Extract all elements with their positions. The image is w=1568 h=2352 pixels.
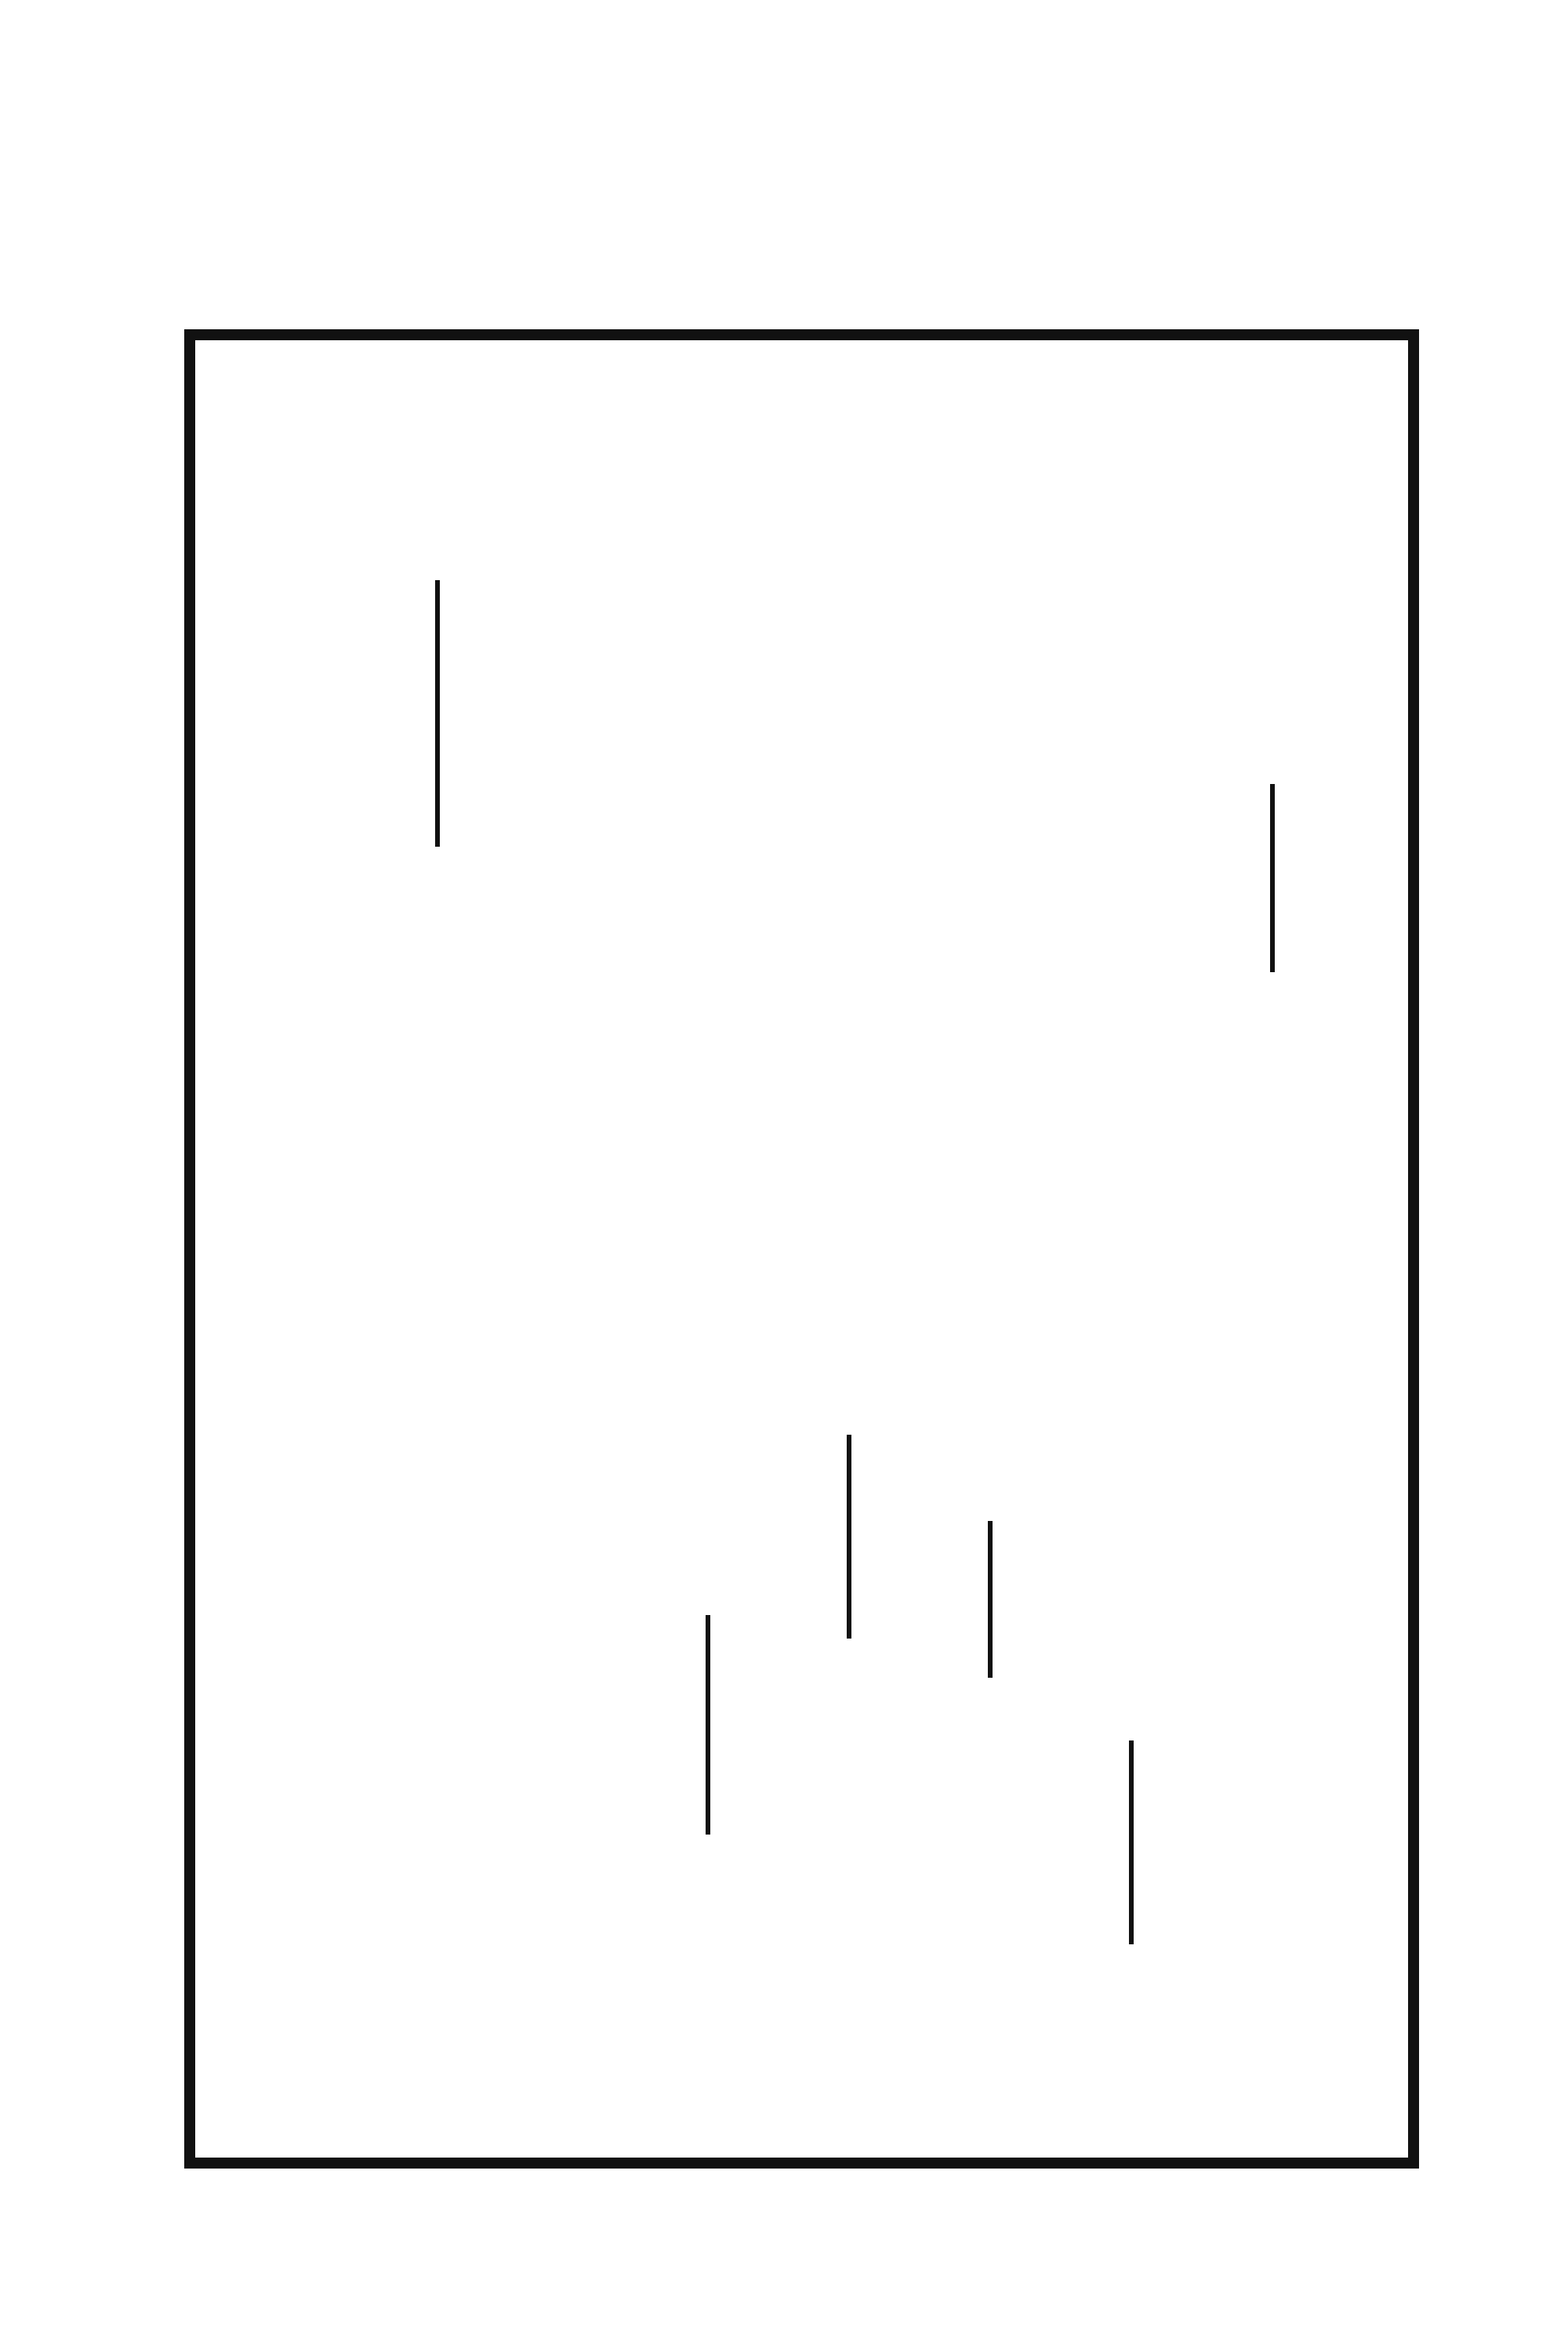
annotation-mark [847,1435,851,1639]
annotation-mark [1129,1740,1134,1944]
margin-strip [90,337,187,2156]
annotation-mark [435,580,440,847]
annotation-mark [1270,784,1275,972]
annotation-mark [988,1521,993,1678]
page-frame [184,329,1419,2169]
annotation-mark [706,1615,710,1835]
